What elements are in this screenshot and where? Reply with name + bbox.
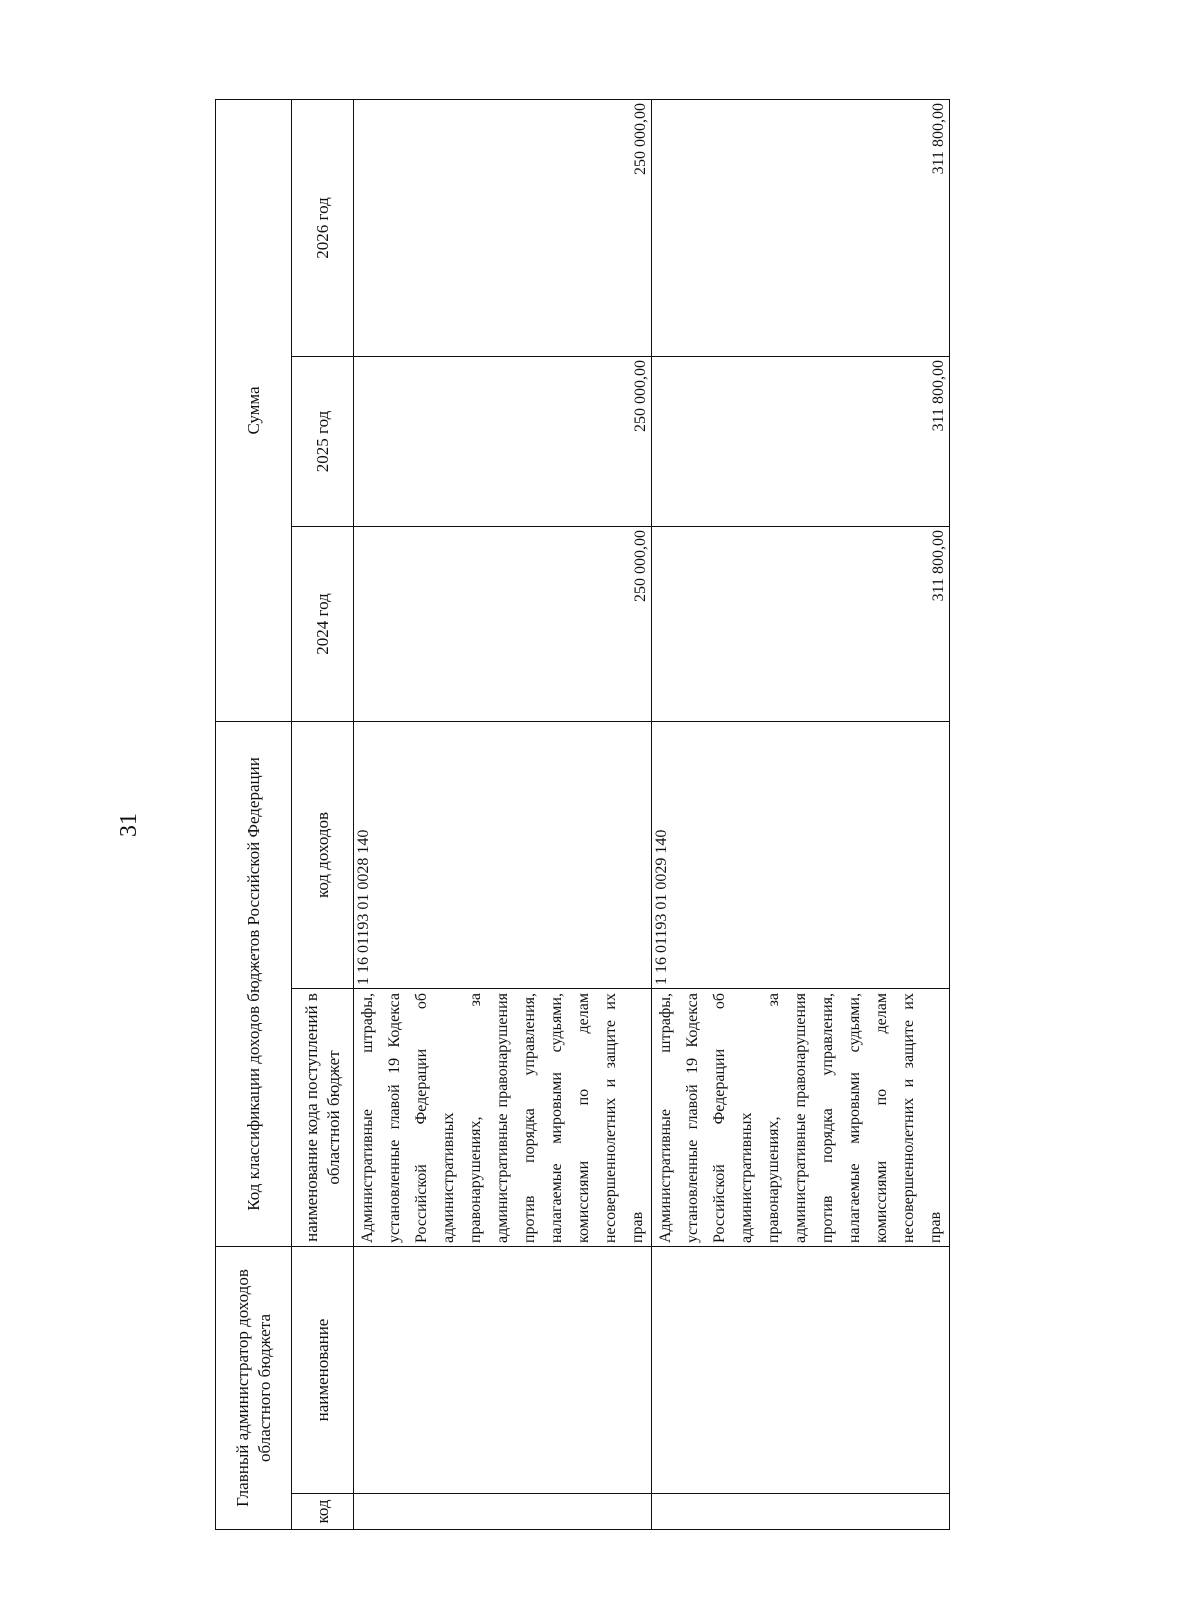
cell-desc: Административные штрафы, установленные главой 19 Кодекса Российской Федерации об административных правонарушениях, за административные правонарушения против порядка управления, налагаемые мировыми судьями, комиссиями по делам несовершеннолетних и защите их прав xyxy=(354,989,652,1247)
cell-name xyxy=(354,1247,652,1494)
revenue-table-sheet xyxy=(215,100,947,1530)
cell-desc: Административные штрафы, установленные главой 19 Кодекса Российской Федерации об административных правонарушениях, за административные правонарушения против порядка управления, налагаемые мировыми судьями, комиссиями по делам несовершеннолетних и защите их прав xyxy=(652,989,950,1247)
page-number: 31 xyxy=(116,813,142,837)
header-admin: Главный администратор доходов областного бюджета xyxy=(216,1247,292,1530)
table-row xyxy=(652,99,950,1529)
header-2025: 2025 год xyxy=(292,356,354,526)
header-code: код доходов xyxy=(292,721,354,988)
header-desc: наименование кода поступлений в областной бюджет xyxy=(292,989,354,1247)
cell-2026: 250 000,00 xyxy=(354,99,652,356)
cell-name xyxy=(652,1247,950,1494)
header-2024: 2024 год xyxy=(292,526,354,721)
cell-code: 1 16 01193 01 0029 140 xyxy=(652,721,950,988)
cell-2026: 311 800,00 xyxy=(652,99,950,356)
header-sum: Сумма xyxy=(216,99,292,721)
cell-kod xyxy=(652,1494,950,1530)
cell-2025: 311 800,00 xyxy=(652,356,950,526)
cell-kod xyxy=(354,1494,652,1530)
cell-2025: 250 000,00 xyxy=(354,356,652,526)
cell-code: 1 16 01193 01 0028 140 xyxy=(354,721,652,988)
header-name: наименование xyxy=(292,1247,354,1494)
revenue-table xyxy=(215,99,950,1530)
cell-2024: 311 800,00 xyxy=(652,526,950,721)
header-2026: 2026 год xyxy=(292,99,354,356)
header-classification: Код классификации доходов бюджетов Российской Федерации xyxy=(216,721,292,1246)
header-row-columns xyxy=(292,99,354,1529)
header-kod: код xyxy=(292,1494,354,1530)
table-row xyxy=(354,99,652,1529)
header-row-group xyxy=(216,99,292,1529)
cell-2024: 250 000,00 xyxy=(354,526,652,721)
